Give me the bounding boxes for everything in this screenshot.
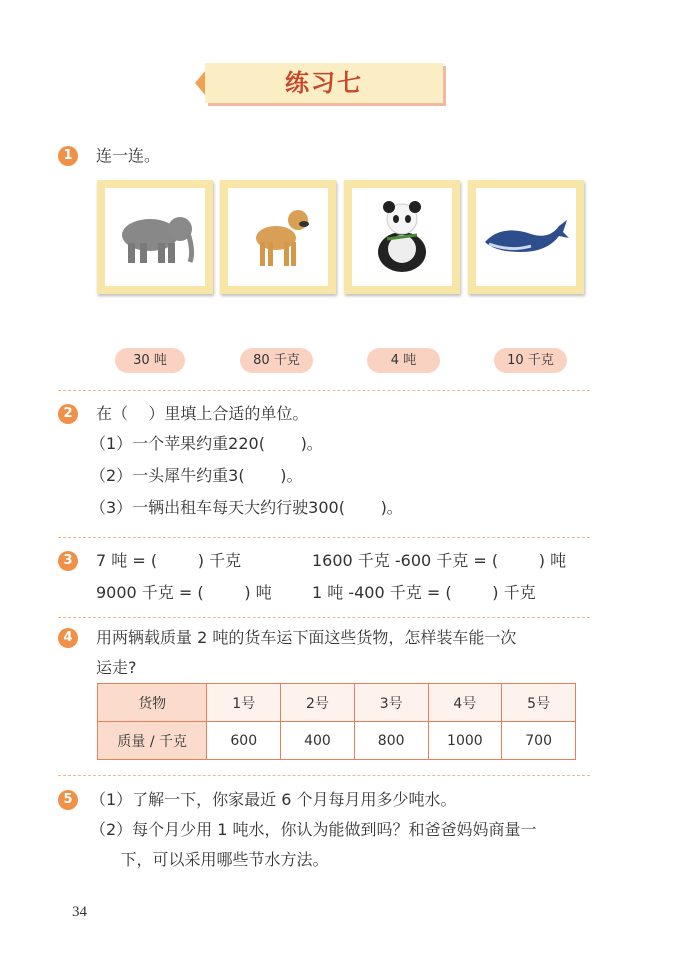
question-2-item-2: （2）一头犀牛约重3( )。 [90, 466, 303, 485]
weight-option-3[interactable]: 4 吨 [367, 348, 440, 373]
page-number: 34 [72, 904, 87, 920]
question-2-item-3: （3）一辆出租车每天大约行驶300( )。 [90, 498, 403, 517]
question-3-item-4: 1 吨 -400 千克 = ( ) 千克 [312, 583, 536, 602]
question-4-text-cont: 运走? [96, 658, 137, 677]
table-cell: 800 [354, 722, 428, 760]
panda-picture[interactable] [344, 180, 460, 294]
dog-icon [238, 202, 318, 272]
question-number-5: 5 [58, 790, 78, 810]
divider [58, 390, 590, 391]
whale-picture[interactable] [468, 180, 584, 294]
table-header: 质量 / 千克 [98, 722, 207, 760]
question-5-line-1: （1）了解一下，你家最近 6 个月每月用多少吨水。 [90, 790, 457, 809]
whale-icon [481, 212, 571, 262]
table-row [98, 722, 576, 760]
divider [58, 537, 590, 538]
question-3-item-2: 1600 千克 -600 千克 = ( ) 吨 [312, 551, 567, 570]
question-number-1: 1 [58, 146, 78, 166]
question-2-text: 在（ ）里填上合适的单位。 [96, 404, 309, 423]
table-cell: 400 [281, 722, 355, 760]
exercise-title: 练习七 [285, 68, 363, 97]
question-number-2: 2 [58, 404, 78, 424]
weight-option-2[interactable]: 80 千克 [240, 348, 313, 373]
cargo-table [97, 683, 576, 760]
question-1-text: 连一连。 [96, 146, 161, 165]
table-cell: 4号 [428, 684, 502, 722]
question-3-item-3: 9000 千克 = ( ) 吨 [96, 583, 272, 602]
weight-option-4[interactable]: 10 千克 [494, 348, 567, 373]
table-cell: 5号 [502, 684, 576, 722]
table-cell: 3号 [354, 684, 428, 722]
elephant-icon [110, 207, 200, 267]
table-cell: 700 [502, 722, 576, 760]
table-cell: 2号 [281, 684, 355, 722]
question-4-text: 用两辆载质量 2 吨的货车运下面这些货物，怎样装车能一次 [96, 628, 517, 647]
question-5-line-3: 下，可以采用哪些节水方法。 [90, 850, 329, 869]
divider [58, 617, 590, 618]
table-cell: 1000 [428, 722, 502, 760]
question-5-line-2: （2）每个月少用 1 吨水，你认为能做到吗？和爸爸妈妈商量一 [90, 820, 537, 839]
table-cell: 600 [207, 722, 281, 760]
dog-picture[interactable] [220, 180, 336, 294]
weight-option-1[interactable]: 30 吨 [115, 348, 185, 373]
question-3-item-1: 7 吨 = ( ) 千克 [96, 551, 242, 570]
exercise-title-banner [205, 63, 443, 103]
table-row [98, 684, 576, 722]
question-number-4: 4 [58, 628, 78, 648]
question-2-item-1: （1）一个苹果约重220( )。 [90, 434, 323, 453]
panda-icon [367, 197, 437, 277]
table-cell: 1号 [207, 684, 281, 722]
elephant-picture[interactable] [97, 180, 213, 294]
table-header: 货物 [98, 684, 207, 722]
divider [58, 775, 590, 776]
question-number-3: 3 [58, 551, 78, 571]
